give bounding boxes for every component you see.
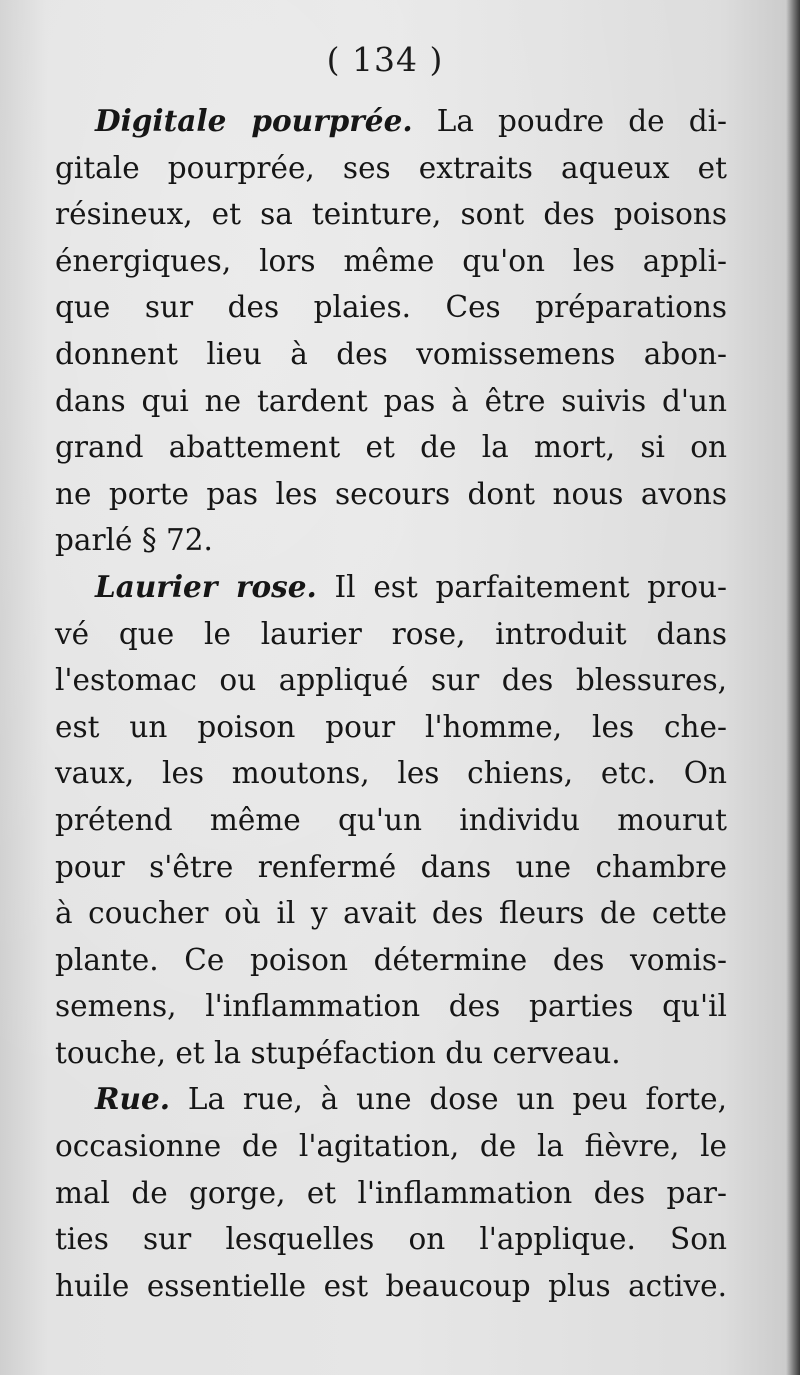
text-line: occasionne de l'agitation, de la fièvre, le xyxy=(55,1129,727,1164)
text-line: grand abattement et de la mort, si on xyxy=(55,430,727,465)
text-line: Digitale pourprée. La poudre de di- xyxy=(95,103,727,138)
text-line: que sur des plaies. Ces préparations xyxy=(55,290,727,325)
text-line: vaux, les moutons, les chiens, etc. On xyxy=(55,756,727,791)
text-line: résineux, et sa teinture, sont des poisons xyxy=(55,197,727,232)
text-line: énergiques, lors même qu'on les appli- xyxy=(55,243,727,278)
text-line: Laurier rose. Il est parfaitement prou- xyxy=(95,568,727,604)
text-line: Rue. La rue, à une dose un peu forte, xyxy=(95,1081,727,1117)
entry-term: Digitale pourprée. xyxy=(95,103,413,138)
text-line: mal de gorge, et l'inflammation des par- xyxy=(55,1175,727,1210)
paragraph-laurier-rose xyxy=(55,564,727,1077)
text-line: vé que le laurier rose, introduit dans xyxy=(55,616,727,651)
text-line: ties sur lesquelles on l'applique. Son xyxy=(55,1222,727,1257)
text-line: pour s'être renfermé dans une chambre xyxy=(55,849,727,884)
text-line: donnent lieu à des vomissemens abon- xyxy=(55,336,727,371)
text-line: l'estomac ou appliqué sur des blessures, xyxy=(55,663,727,698)
text-line: touche, et la stupéfaction du cerveau. xyxy=(55,1035,621,1070)
text-line: huile essentielle est beaucoup plus active. xyxy=(55,1268,727,1303)
text-line: parlé § 72. xyxy=(55,523,213,558)
page-edge-shadow xyxy=(786,0,800,1375)
text-line: prétend même qu'un individu mourut xyxy=(55,802,727,837)
text-line: ne porte pas les secours dont nous avons xyxy=(55,476,727,511)
text-line: plante. Ce poison détermine des vomis- xyxy=(55,942,727,977)
text-line: semens, l'inflammation des parties qu'il xyxy=(55,989,727,1024)
paragraph-digitale xyxy=(55,98,727,564)
text-line: gitale pourprée, ses extraits aqueux et xyxy=(55,150,727,185)
entry-term: Laurier rose. xyxy=(95,568,317,604)
paragraph-rue xyxy=(55,1076,727,1309)
entry-term: Rue. xyxy=(95,1081,171,1117)
body-text xyxy=(55,98,727,1309)
page-number: ( 134 ) xyxy=(326,40,444,79)
text-line: à coucher où il y avait des fleurs de cette xyxy=(55,896,727,931)
text-line: est un poison pour l'homme, les che- xyxy=(55,709,727,744)
text-line: dans qui ne tardent pas à être suivis d'un xyxy=(55,383,727,418)
